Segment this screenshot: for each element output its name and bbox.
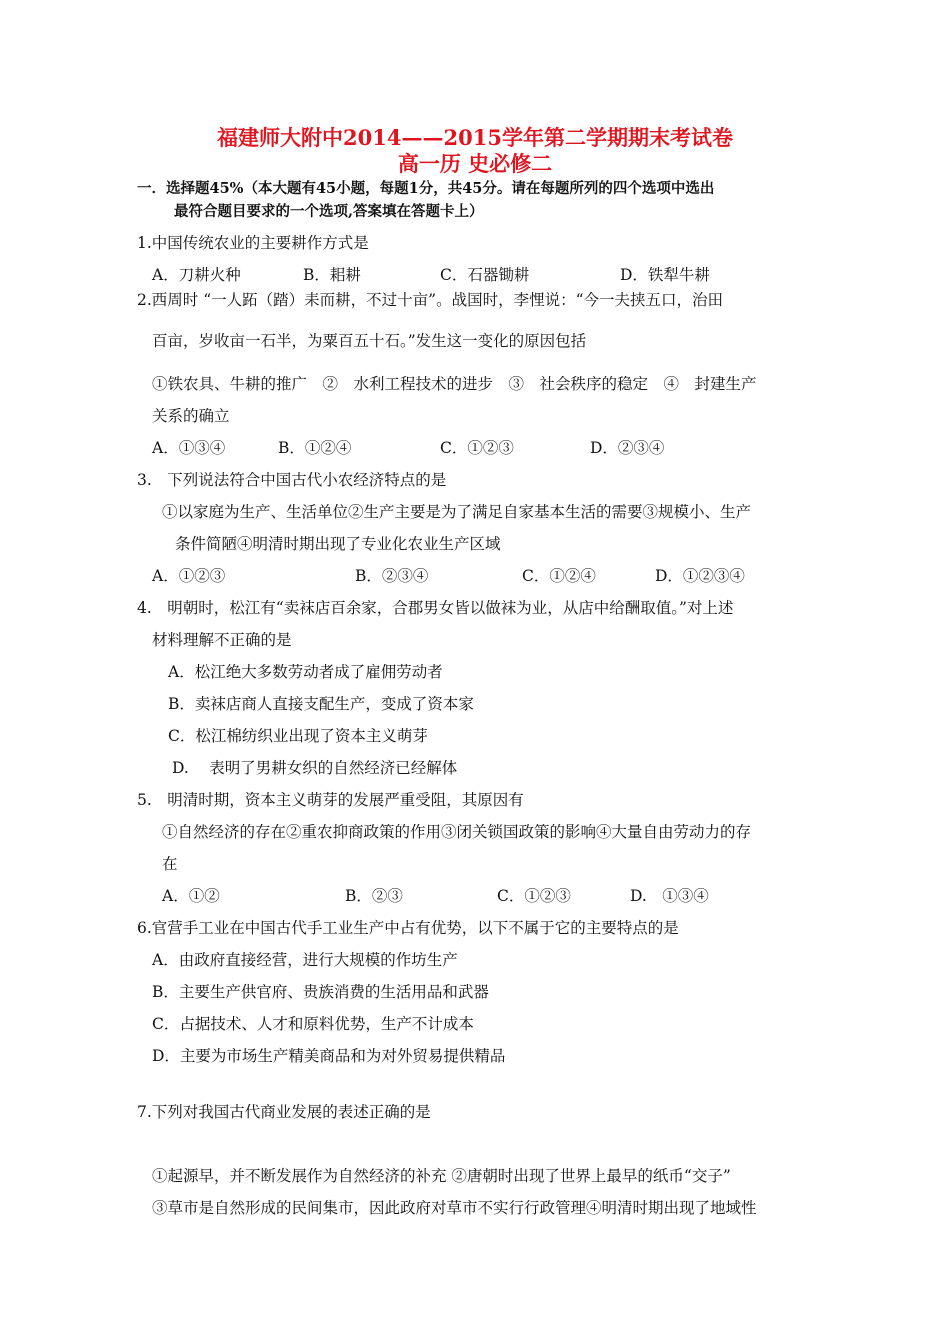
question-2-stem-line4: 关系的确立 [152, 407, 230, 425]
question-2-option-a: A．①③④ [152, 439, 226, 457]
question-7-stem-line2: ①起源早，并不断发展作为自然经济的补充 ②唐朝时出现了世界上最早的纸币“交子” [152, 1167, 731, 1185]
question-1-stem: 1.中国传统农业的主要耕作方式是 [137, 234, 369, 252]
question-4-option-c: C．松江棉纺织业出现了资本主义萌芽 [168, 727, 428, 745]
question-3-option-b: B．②③④ [355, 567, 429, 585]
question-5-option-d: D. ①③④ [630, 887, 709, 905]
exam-subtitle: 高一历 史必修二 [397, 151, 553, 176]
question-6-option-a: A．由政府直接经营，进行大规模的作坊生产 [152, 951, 458, 969]
question-5-option-b: B．②③ [345, 887, 403, 905]
question-2-stem-line3: ①铁农具、牛耕的推广 ② 水利工程技术的进步 ③ 社会秩序的稳定 ④ 封建生产 [152, 375, 757, 393]
question-4-stem-line2: 材料理解不正确的是 [152, 631, 292, 649]
question-4-option-d: D. 表明了男耕女织的自然经济已经解体 [172, 759, 458, 777]
question-2-stem-line2: 百亩，岁收亩一石半，为粟百五十石。”发生这一变化的原因包括 [152, 332, 587, 350]
question-3-stem-line1: 3. 下列说法符合中国古代小农经济特点的是 [137, 471, 447, 489]
question-2-stem-line1: 2.西周时 “一人跖（踏）耒而耕，不过十亩”。战国时，李悝说：“今一夫挟五口，治田 [137, 291, 723, 309]
question-2-option-d: D．②③④ [590, 439, 665, 457]
question-5-stem-line1: 5. 明清时期，资本主义萌芽的发展严重受阻，其原因有 [137, 791, 524, 809]
question-6-option-d: D．主要为市场生产精美商品和为对外贸易提供精品 [152, 1047, 506, 1065]
question-3-stem-line2: ①以家庭为生产、生活单位②生产主要是为了满足自家基本生活的需要③规模小、生产 [162, 503, 752, 521]
question-5-option-c: C．①②③ [497, 887, 571, 905]
question-1-option-c: C．石器锄耕 [440, 266, 530, 284]
question-3-stem-line3: 条件简陋④明清时期出现了专业化农业生产区域 [175, 535, 501, 553]
question-3-option-c: C．①②④ [522, 567, 596, 585]
question-5-option-a: A．①② [162, 887, 220, 905]
question-4-option-b: B．卖袜店商人直接支配生产，变成了资本家 [168, 695, 474, 713]
section-heading-line2: 最符合题目要求的一个选项,答案填在答题卡上） [174, 203, 484, 220]
exam-title: 福建师大附中2014——2015学年第二学期期末考试卷 [217, 125, 733, 150]
question-6-option-c: C．占据技术、人才和原料优势，生产不计成本 [152, 1015, 474, 1033]
question-6-stem: 6.官营手工业在中国古代手工业生产中占有优势，以下不属于它的主要特点的是 [137, 919, 679, 937]
question-2-option-b: B．①②④ [278, 439, 352, 457]
section-heading-line1: 一．选择题45%（本大题有45小题，每题1分，共45分。请在每题所列的四个选项中选出 [137, 180, 715, 197]
question-1-option-d: D．铁犁牛耕 [620, 266, 710, 284]
question-4-stem-line1: 4. 明朝时，松江有“卖袜店百余家，合郡男女皆以做袜为业，从店中给酬取值。”对上述 [137, 599, 734, 617]
question-3-option-d: D．①②③④ [655, 567, 745, 585]
question-3-option-a: A．①②③ [152, 567, 226, 585]
question-7-stem-line1: 7.下列对我国古代商业发展的表述正确的是 [137, 1103, 431, 1121]
question-5-stem-line3: 在 [162, 855, 178, 873]
question-2-option-c: C．①②③ [440, 439, 514, 457]
question-7-stem-line3: ③草市是自然形成的民间集市，因此政府对草市不实行行政管理④明清时期出现了地域性 [152, 1199, 757, 1217]
question-1-option-b: B．耜耕 [303, 266, 361, 284]
question-1-option-a: A．刀耕火种 [152, 266, 241, 284]
question-5-stem-line2: ①自然经济的存在②重农抑商政策的作用③闭关锁国政策的影响④大量自由劳动力的存 [162, 823, 752, 841]
question-6-option-b: B．主要生产供官府、贵族消费的生活用品和武器 [152, 983, 489, 1001]
question-4-option-a: A．松江绝大多数劳动者成了雇佣劳动者 [168, 663, 443, 681]
